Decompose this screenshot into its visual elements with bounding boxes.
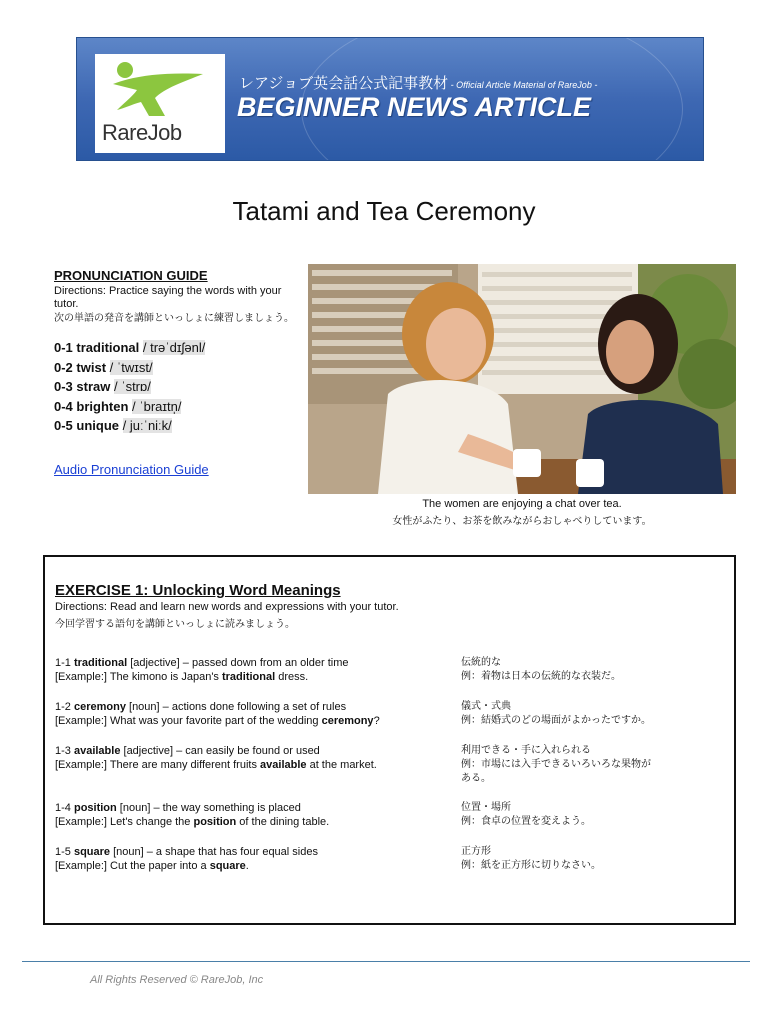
logo-figure-icon <box>103 58 213 120</box>
vocab-item: 1-3 available [adjective] – can easily be found or used [Example:] There are many different fruits available at the market. <box>55 745 377 771</box>
pron-item: 0-2 twist / ˈtwɪst/ <box>54 359 153 375</box>
vocab-translation: 正方形 例：紙を正方形に切りなさい。 <box>461 846 601 871</box>
vocab-item: 1-2 ceremony [noun] – actions done following a set of rules [Example:] What was your favorite part of the wedding ceremony? <box>55 701 380 727</box>
banner-subtitle: - Official Article Material of RareJob - <box>448 80 598 90</box>
exercise-box <box>43 555 736 925</box>
exercise-title: EXERCISE 1: Unlocking Word Meanings <box>55 582 341 599</box>
rarejob-logo <box>95 54 225 153</box>
header-banner <box>76 37 704 161</box>
pronunciation-heading: PRONUNCIATION GUIDE <box>54 268 208 283</box>
pron-item: 0-1 traditional / trəˈdɪʃənl/ <box>54 340 206 355</box>
pron-item: 0-5 unique / juːˈniːk/ <box>54 418 172 433</box>
vocab-item: 1-1 traditional [adjective] – passed down from an older time [Example:] The kimono is Japan's traditional dress. <box>55 657 349 683</box>
pron-item: 0-4 brighten / ˈbraɪtn̩/ <box>54 398 182 414</box>
photo-caption-jp: 女性がふたり、お茶を飲みながらおしゃべりしています。 <box>392 516 652 527</box>
footer-copyright: All Rights Reserved © RareJob, Inc <box>90 974 264 986</box>
exercise-directions-jp: 今回学習する語句を講師といっしょに読みましょう。 <box>55 619 295 630</box>
vocab-translation: 儀式・式典 例：結婚式のどの場面がよかったですか。 <box>461 701 651 726</box>
vocab-translation: 伝統的な 例：着物は日本の伝統的な衣装だ。 <box>461 657 621 682</box>
photo-illustration <box>308 264 736 494</box>
banner-jp-title: レアジョブ英会話公式記事教材 - Official Article Material of RareJob - <box>239 75 598 92</box>
article-photo <box>308 264 736 494</box>
vocab-item: 1-5 square [noun] – a shape that has four equal sides [Example:] Cut the paper into a square. <box>55 846 318 872</box>
vocab-item: 1-4 position [noun] – the way something is placed [Example:] Let's change the position of the dining table. <box>55 802 330 828</box>
vocab-translation: 利用できる・手に入れられる 例：市場には入手できるいろいろな果物が ある。 <box>461 745 651 784</box>
audio-pronunciation-link[interactable]: Audio Pronunciation Guide <box>54 462 209 477</box>
article-title: Tatami and Tea Ceremony <box>232 196 536 226</box>
pronunciation-guide <box>54 268 304 438</box>
pron-item: 0-3 straw / ˈstrɒ/ <box>54 379 151 394</box>
pronunciation-directions-jp: 次の単語の発音を講師といっしょに練習しましょう。 <box>54 313 294 324</box>
photo-caption: The women are enjoying a chat over tea. <box>422 498 622 510</box>
footer-divider <box>22 961 750 962</box>
pronunciation-directions: Directions: Practice saying the words with your tutor. <box>54 285 282 310</box>
vocab-translation: 位置・場所 例：食卓の位置を変えよう。 <box>461 802 591 827</box>
pronunciation-list <box>54 340 304 438</box>
banner-title: BEGINNER NEWS ARTICLE <box>237 92 592 122</box>
exercise-directions: Directions: Read and learn new words and expressions with your tutor. <box>55 601 399 613</box>
logo-text: RareJob <box>102 120 182 145</box>
